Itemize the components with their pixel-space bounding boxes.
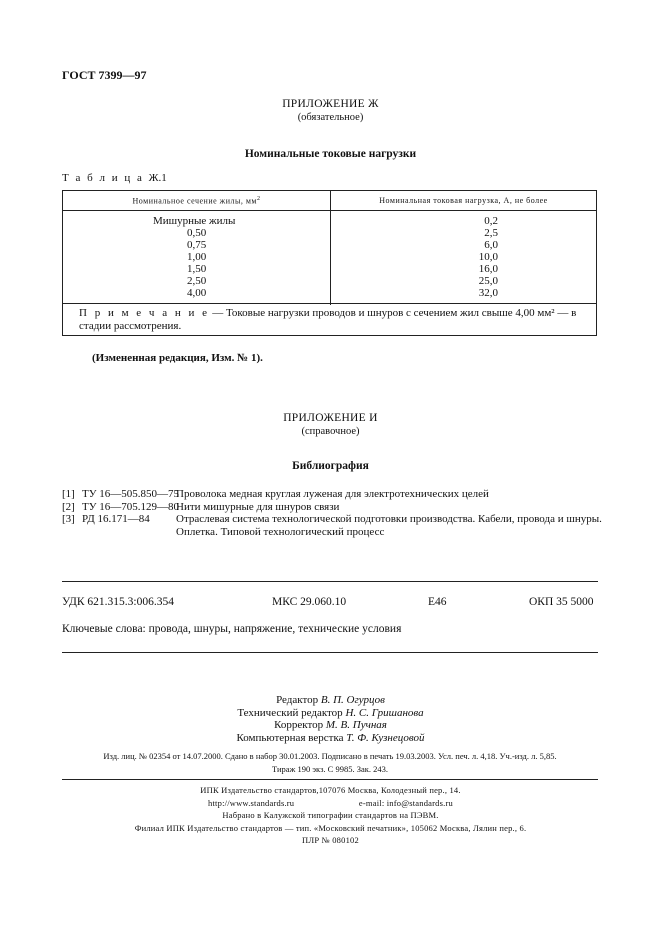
table-cell-section: 2,50 — [187, 275, 207, 287]
staff-line — [0, 732, 661, 745]
staff-name: Т. Ф. Кузнецовой — [346, 731, 425, 744]
ref-title: Отраслевая система технологической подготовки производства. Кабели, провода и шнуры. — [176, 513, 602, 525]
table-cell-load: 32,0 — [478, 287, 498, 299]
ref-number: [2] — [62, 500, 75, 513]
publisher-info — [0, 784, 661, 847]
table-cell-load: 10,0 — [478, 251, 498, 263]
imprint-line: Тираж 190 экз. С 9985. Зак. 243. — [271, 764, 389, 774]
appendix-i-title: ПРИЛОЖЕНИЕ И — [283, 412, 378, 424]
standard-number: ГОСТ 7399—97 — [62, 68, 147, 82]
e-code: Е46 — [428, 596, 447, 608]
table-header-divider — [63, 210, 596, 211]
table-cell-section: 1,50 — [187, 263, 207, 275]
table-cell-load: 0,2 — [484, 215, 498, 227]
note-label: П р и м е ч а н и е — [79, 307, 210, 319]
ref-title-continued: Оплетка. Типовой технологический процесс — [176, 525, 385, 538]
ref-number: [1] — [62, 488, 75, 500]
ref-title: Нити мишурные для шнуров связи — [176, 500, 340, 513]
ref-title: Проволока медная круглая луженая для электротехнических целей — [176, 488, 489, 500]
appendix-zh-title: ПРИЛОЖЕНИЕ Ж — [282, 98, 379, 110]
staff-name: В. П. Огурцов — [320, 694, 385, 706]
table-number: Ж.1 — [148, 172, 167, 184]
imprint-line: Изд. лиц. № 02354 от 14.07.2000. Сдано в набор 30.01.2003. Подписано в печать 19.03.2003. Усл. печ. л. 4,18. Уч.-изд. л. 5,85. — [103, 751, 557, 761]
table-label-text: Т а б л и ц а — [62, 172, 144, 184]
section-column — [153, 215, 235, 299]
col-load-header: Номинальная токовая нагрузка, А, не более — [379, 196, 548, 205]
table-column-divider — [330, 191, 331, 305]
publisher-line: Набрано в Калужской типографии стандартов на ПЭВМ. — [222, 810, 439, 820]
okp-code: ОКП 35 5000 — [529, 596, 594, 608]
table-note — [79, 307, 588, 333]
staff-name: М. В. Пучная — [325, 719, 387, 731]
publisher-line: ИПК Издательство стандартов,107076 Москва, Колодезный пер., 14. — [200, 785, 461, 795]
list-item — [62, 488, 602, 501]
ref-code: РД 16.171—84 — [82, 513, 150, 525]
ref-code: ТУ 16—705.129—80 — [82, 500, 180, 513]
publisher-contacts — [0, 797, 661, 810]
publisher-line: ПЛР № 080102 — [302, 835, 359, 845]
staff-role: Корректор — [274, 719, 324, 731]
table-cell-load: 25,0 — [478, 275, 498, 287]
col-section-header-text: Номинальное сечение жилы, мм — [132, 196, 257, 206]
publisher-line: Филиал ИПК Издательство стандартов — тип. «Московский печатник», 105062 Москва, Лялин пер., 6. — [134, 822, 527, 833]
staff-role: Технический редактор — [237, 706, 343, 719]
publisher-site: http://www.standards.ru — [208, 797, 295, 808]
keywords: Ключевые слова: провода, шнуры, напряжение, технические условия — [62, 623, 402, 635]
staff-role: Редактор — [276, 694, 319, 706]
note-text: — Токовые нагрузки проводов и шнуров с сечением жил свыше 4,00 мм² — в стадии рассмотрения. — [79, 307, 577, 332]
table-cell-load: 6,0 — [484, 239, 498, 251]
staff-line — [0, 719, 661, 732]
udk-code: УДК 621.315.3:006.354 — [62, 596, 174, 608]
bibliography-list — [62, 488, 602, 538]
ref-number: [3] — [62, 513, 75, 525]
list-item — [62, 513, 602, 538]
table-cell-load: 16,0 — [478, 263, 498, 275]
current-load-table — [62, 190, 597, 336]
col-section-header — [63, 196, 330, 206]
appendix-zh-heading: Номинальные токовые нагрузки — [244, 148, 417, 160]
table-cell-section: 4,00 — [187, 287, 207, 299]
appendix-i-status: (справочное) — [301, 426, 360, 437]
staff-name: Н. С. Гришанова — [345, 706, 424, 719]
staff-line — [0, 694, 661, 707]
table-label — [62, 172, 167, 184]
table-cell-section: 0,50 — [187, 227, 207, 239]
load-column — [438, 215, 498, 299]
edition-note: (Измененная редакция, Изм. № 1). — [92, 352, 263, 364]
staff-credits — [0, 694, 661, 744]
table-note-divider — [63, 303, 596, 304]
list-item — [62, 501, 602, 514]
ref-code: ТУ 16—505.850—75 — [82, 488, 180, 500]
divider — [62, 581, 598, 582]
table-cell-section: 0,75 — [187, 239, 207, 251]
table-cell-section: 1,00 — [187, 251, 207, 263]
col-section-header-sup: 2 — [256, 196, 261, 202]
mks-code: МКС 29.060.10 — [272, 596, 347, 608]
divider — [62, 652, 598, 653]
table-cell-load: 2,5 — [484, 227, 498, 239]
staff-line — [0, 707, 661, 720]
divider — [62, 779, 598, 780]
table-cell-section: Мишурные жилы — [153, 215, 236, 227]
bibliography-heading: Библиография — [292, 460, 369, 472]
imprint — [62, 750, 598, 776]
staff-role: Компьютерная верстка — [236, 731, 344, 744]
appendix-zh-status: (обязательное) — [297, 112, 364, 123]
publisher-email: e-mail: info@standards.ru — [358, 797, 453, 808]
